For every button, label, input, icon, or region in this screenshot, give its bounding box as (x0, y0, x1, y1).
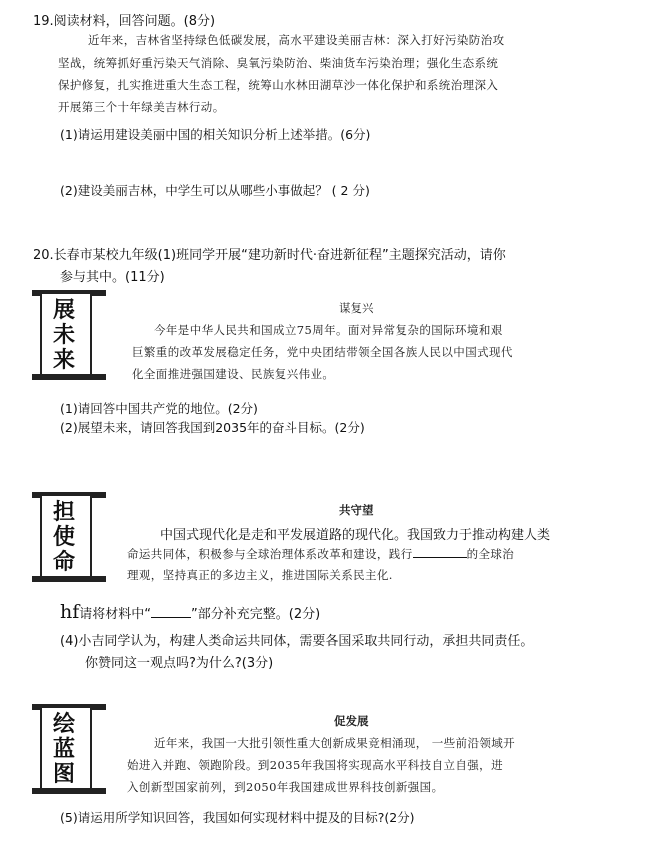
section2-sub3b: ”部分补充完整。(2分) (191, 607, 321, 622)
banner-char: 来 (52, 348, 75, 373)
q19-sub1: (1)请运用建设美丽中国的相关知识分析上述举措。(6分) (60, 127, 371, 142)
q20-heading-line-1: 20.长春市某校九年级(1)班同学开展“建功新时代·奋进新征程”主题探究活动，请你 (33, 248, 506, 263)
section2-sub3 (60, 601, 320, 623)
scroll-bottom-rod (32, 374, 106, 380)
banner-char: 绘 (52, 712, 75, 737)
q19-material-line-2: 坚战，统筹抓好重污染天气消除、臭氧污染防治、柴油货车污染治理；强化生态系统 (58, 56, 499, 70)
banner-char: 命 (52, 550, 75, 575)
banner-char: 展 (52, 298, 75, 323)
q19-material-line-3: 保护修复，扎实推进重大生态工程，统筹山水林田湖草沙一体化保护和系统治理深入 (58, 78, 499, 92)
section3-title: 促发展 (334, 714, 369, 728)
q19-material-line-1: 近年来，吉林省坚持绿色低碳发展，高水平建设美丽吉林：深入打好污染防治攻 (88, 33, 505, 47)
q20-heading-line-2: 参与其中。(11分) (60, 270, 165, 285)
banner-characters (46, 712, 82, 787)
banner-characters (46, 500, 82, 575)
banner-char: 蓝 (52, 737, 75, 762)
section1-sub1: (1)请回答中国共产党的地位。(2分) (60, 401, 258, 416)
section2-sub4-line-2: 你赞同这一观点吗?为什么?(3分) (85, 656, 274, 671)
section1-line-2: 巨繁重的改革发展稳定任务，党中央团结带领全国各族人民以中国式现代 (132, 345, 513, 359)
section2-sub3a: 请将材料中“ (79, 607, 152, 622)
banner-hui-lan-tu (36, 706, 96, 792)
banner-char: 未 (52, 323, 75, 348)
scroll-bottom-rod (32, 576, 106, 582)
section2-line-2 (127, 545, 514, 562)
section2-line-2b: 的全球治 (466, 547, 515, 561)
q19-sub2: (2)建设美丽吉林，中学生可以从哪些小事做起？ ( 2 分) (60, 183, 370, 198)
section2-sub4-line-1: (4)小吉同学认为，构建人类命运共同体，需要各国采取共同行动，承担共同责任。 (60, 634, 534, 649)
banner-char: 使 (52, 525, 75, 550)
section3-line-3: 入创新型国家前列，到2050年我国建成世界科技创新强国。 (127, 780, 444, 794)
section3-line-1: 近年来，我国一大批引领性重大创新成果竞相涌现， 一些前沿领域开 (154, 736, 516, 750)
banner-characters (46, 298, 82, 373)
banner-char: 图 (52, 762, 75, 787)
scroll-bottom-rod (32, 788, 106, 794)
section2-title: 共守望 (339, 503, 374, 517)
fill-in-blank-quote[interactable] (151, 605, 191, 618)
handwritten-prefix: hf (60, 601, 80, 623)
section2-line-1: 中国式现代化是走和平发展道路的现代化。我国致力于推动构建人类 (160, 528, 551, 543)
section2-line-3: 理观，坚持真正的多边主义，推进国际关系民主化. (127, 568, 393, 582)
section1-title: 谋复兴 (339, 301, 374, 315)
section3-line-2: 始进入并跑、领跑阶段。到2035年我国将实现高水平科技自立自强，进 (127, 758, 503, 772)
section2-line-2a: 命运共同体，积极参与全球治理体系改革和建设，践行 (127, 547, 413, 561)
banner-zhan-wei-lai (36, 292, 96, 378)
section1-line-1: 今年是中华人民共和国成立75周年。面对异常复杂的国际环境和艰 (154, 323, 503, 337)
banner-char: 担 (52, 500, 75, 525)
q19-heading: 19.阅读材料，回答问题。(8分) (33, 14, 216, 29)
section1-line-3: 化全面推进强国建设、民族复兴伟业。 (132, 367, 335, 381)
q19-material-line-4: 开展第三个十年绿美吉林行动。 (58, 100, 225, 114)
banner-dan-shi-ming (36, 494, 96, 580)
section3-sub5: (5)请运用所学知识回答，我国如何实现材料中提及的目标?(2分) (60, 810, 415, 825)
fill-in-blank[interactable] (413, 545, 467, 558)
section1-sub2: (2)展望未来，请回答我国到2035年的奋斗目标。(2分) (60, 420, 365, 435)
